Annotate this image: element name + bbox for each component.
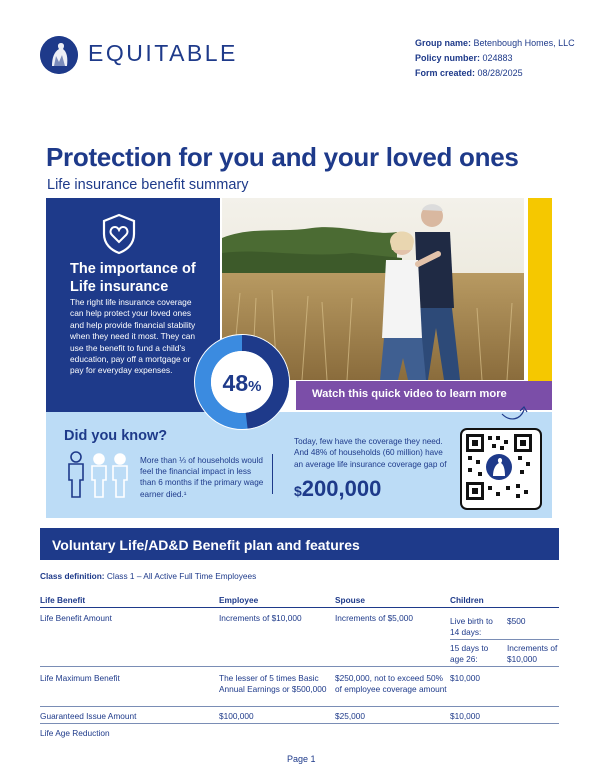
cell-children-age-band: Live birth to 14 days: xyxy=(450,616,493,638)
cell-children-age-band: 15 days to age 26: xyxy=(450,643,489,665)
page-title: Protection for you and your loved ones xyxy=(46,142,519,172)
gap-amount-value: 200,000 xyxy=(301,476,382,501)
stat-value: 48 xyxy=(222,370,249,396)
curved-arrow-icon xyxy=(500,396,530,426)
form-label: Form created: xyxy=(415,68,476,78)
class-label: Class definition: xyxy=(40,571,105,581)
equitable-logo-icon xyxy=(40,36,78,74)
cell-employee: The lesser of 5 times Basic Annual Earnings or $500,000 xyxy=(219,673,327,695)
plan-heading: Voluntary Life/AD&D Benefit plan and features xyxy=(52,537,360,553)
group-label: Group name: xyxy=(415,38,472,48)
group-value: Betenbough Homes, LLC xyxy=(473,38,575,48)
currency-symbol: $ xyxy=(294,483,302,499)
cell-employee: Increments of $10,000 xyxy=(219,613,302,623)
col-header-children: Children xyxy=(450,595,484,605)
cell-spouse: Increments of $5,000 xyxy=(335,613,413,623)
cell-children-amount: $500 xyxy=(507,616,526,626)
row-label-guaranteed-issue: Guaranteed Issue Amount xyxy=(40,711,137,721)
table-header-rule xyxy=(40,607,559,608)
policy-meta xyxy=(415,36,575,81)
sub-row-divider xyxy=(450,639,559,640)
watch-video-label[interactable]: Watch this quick video to learn more xyxy=(312,388,507,400)
cell-children: $10,000 xyxy=(450,673,480,683)
importance-title: The importance of Life insurance xyxy=(70,261,196,295)
stat-unit: % xyxy=(248,378,262,395)
row-label-life-benefit-amount: Life Benefit Amount xyxy=(40,613,112,623)
importance-body: The right life insurance coverage can help protect your loved ones and help provide financial stability when they need it most. They can use the benefit to fund a child’s education, pay off a mortgage or pay for everyday expenses. xyxy=(70,297,196,376)
row-divider xyxy=(40,723,559,724)
cell-spouse: $250,000, not to exceed 50% of employee coverage amount xyxy=(335,673,447,695)
row-label-life-maximum-benefit: Life Maximum Benefit xyxy=(40,673,120,683)
did-you-know-title: Did you know? xyxy=(64,428,168,444)
form-value: 08/28/2025 xyxy=(477,68,523,78)
class-definition xyxy=(40,571,256,581)
cell-children: $10,000 xyxy=(450,711,480,721)
did-you-know-body: More than ⅓ of households would feel the financial impact in less than 6 months if the primary wage earner died.¹ xyxy=(140,456,264,499)
qr-code-icon[interactable] xyxy=(466,434,532,500)
row-divider xyxy=(40,706,559,707)
row-label-life-age-reduction: Life Age Reduction xyxy=(40,728,110,738)
divider xyxy=(272,454,273,494)
coverage-gap-text: Today, few have the coverage they need. And 48% of households (60 million) have an average life insurance coverage gap of xyxy=(294,437,447,469)
family-icon xyxy=(64,450,134,500)
cell-children-amount: Increments of $10,000 xyxy=(507,643,558,665)
class-value: Class 1 – All Active Full Time Employees xyxy=(106,571,257,581)
cell-spouse: $25,000 xyxy=(335,711,365,721)
shield-heart-icon xyxy=(100,212,138,256)
stat-donut xyxy=(193,333,291,431)
page-subtitle: Life insurance benefit summary xyxy=(47,177,249,193)
col-header-life-benefit: Life Benefit xyxy=(40,595,86,605)
cell-employee: $100,000 xyxy=(219,711,254,721)
row-divider xyxy=(40,666,559,667)
brand-name: EQUITABLE xyxy=(88,40,238,66)
accent-bar-yellow xyxy=(528,198,552,410)
col-header-spouse: Spouse xyxy=(335,595,365,605)
coverage-gap-amount xyxy=(294,476,381,502)
col-header-employee: Employee xyxy=(219,595,259,605)
policy-label: Policy number: xyxy=(415,53,481,63)
page-number: Page 1 xyxy=(287,754,316,764)
policy-value: 024883 xyxy=(482,53,513,63)
